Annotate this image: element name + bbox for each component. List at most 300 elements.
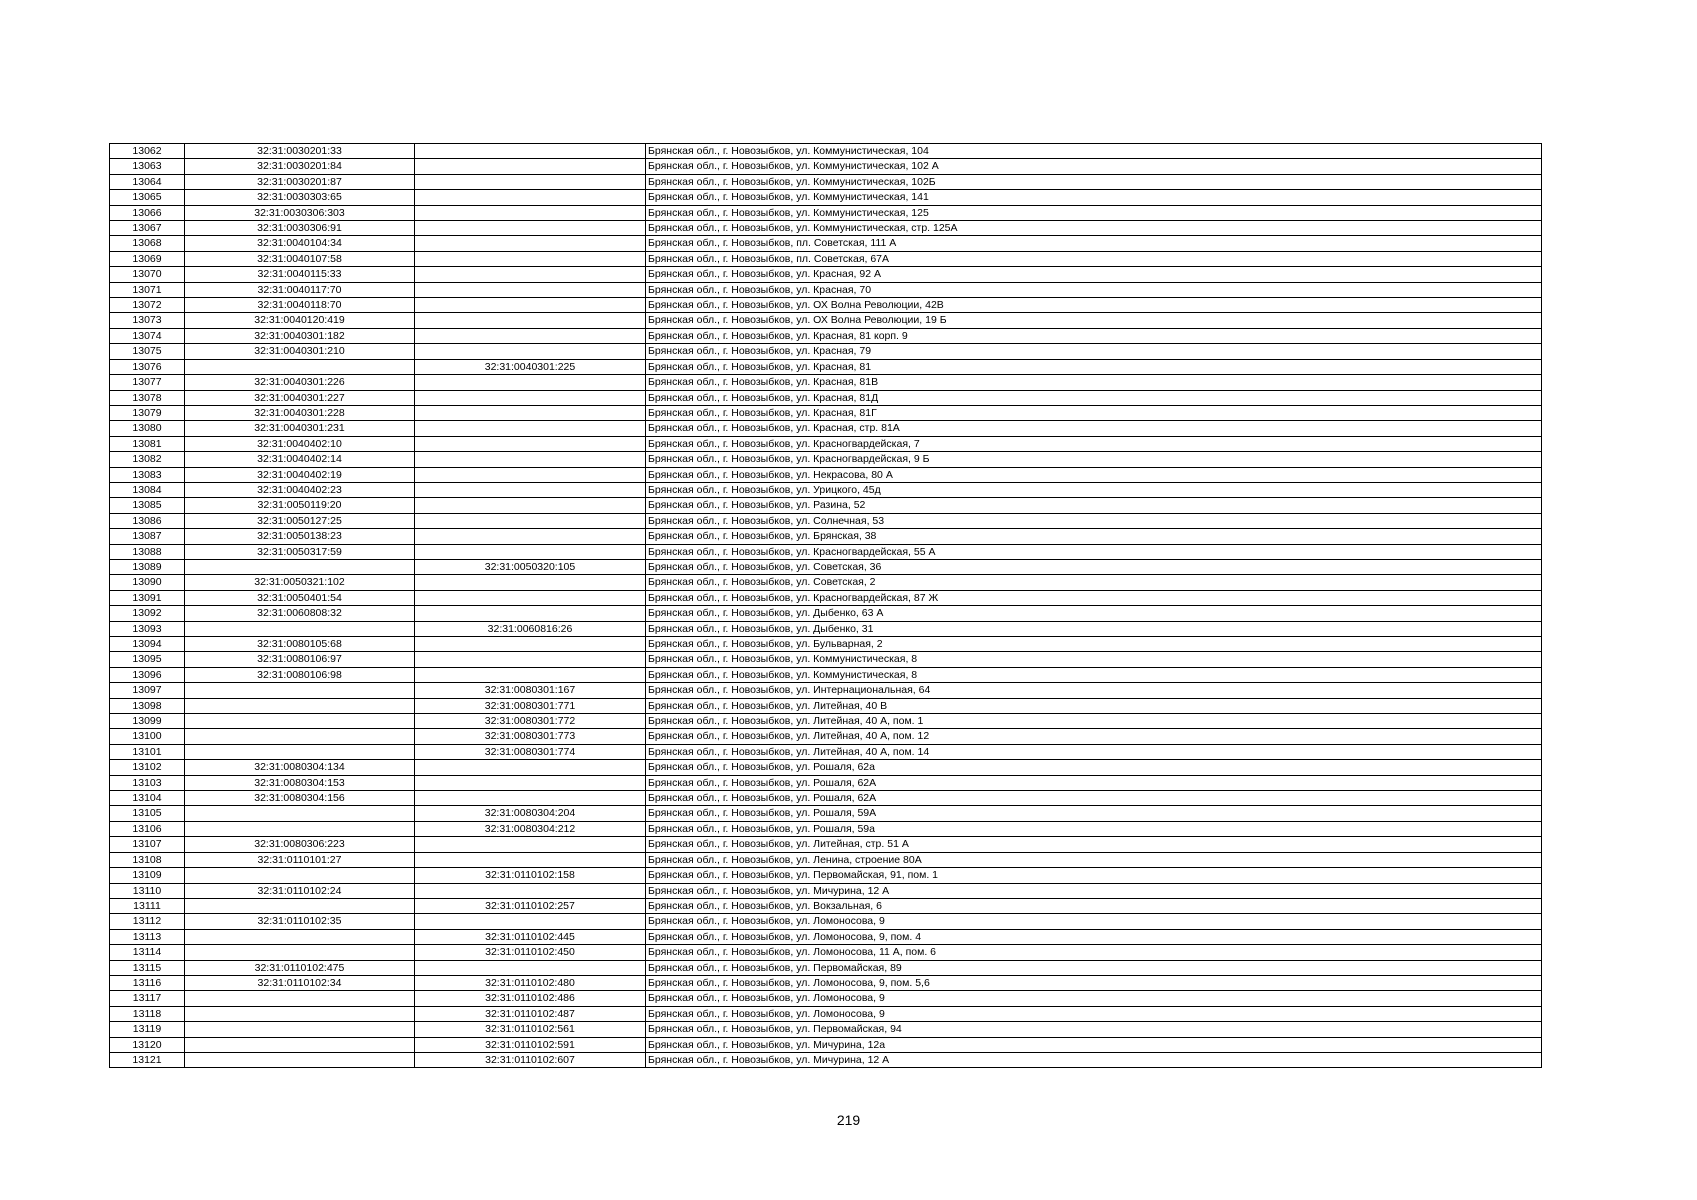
record-number-cell: 13089	[110, 559, 185, 574]
cadastral-number-alt-cell	[415, 159, 646, 174]
address-cell: Брянская обл., г. Новозыбков, ул. Мичурина, 12а	[646, 1037, 1542, 1052]
address-cell: Брянская обл., г. Новозыбков, ул. Мичурина, 12 А	[646, 883, 1542, 898]
record-number-cell: 13074	[110, 328, 185, 343]
cadastral-number-cell: 32:31:0040120:419	[185, 313, 415, 328]
address-cell: Брянская обл., г. Новозыбков, ул. Мичурина, 12 А	[646, 1052, 1542, 1067]
cadastral-number-alt-cell	[415, 960, 646, 975]
address-cell: Брянская обл., г. Новозыбков, ул. Ломоносова, 9	[646, 1006, 1542, 1021]
cadastral-number-cell: 32:31:0080306:223	[185, 837, 415, 852]
table-row	[110, 328, 1542, 343]
cadastral-number-alt-cell	[415, 144, 646, 159]
address-cell: Брянская обл., г. Новозыбков, ул. Ленина, строение 80А	[646, 852, 1542, 867]
address-cell: Брянская обл., г. Новозыбков, ул. Литейная, 40 А, пом. 14	[646, 744, 1542, 759]
cadastral-number-cell	[185, 683, 415, 698]
table-row	[110, 513, 1542, 528]
cadastral-number-alt-cell: 32:31:0110102:487	[415, 1006, 646, 1021]
cadastral-number-cell: 32:31:0040402:14	[185, 452, 415, 467]
cadastral-number-cell	[185, 821, 415, 836]
address-cell: Брянская обл., г. Новозыбков, ул. Ломоносова, 11 А, пом. 6	[646, 945, 1542, 960]
cadastral-number-alt-cell	[415, 282, 646, 297]
cadastral-number-alt-cell	[415, 837, 646, 852]
cadastral-number-alt-cell: 32:31:0110102:607	[415, 1052, 646, 1067]
cadastral-number-alt-cell	[415, 775, 646, 790]
address-cell: Брянская обл., г. Новозыбков, ул. Ломоносова, 9, пом. 5,6	[646, 975, 1542, 990]
address-cell: Брянская обл., г. Новозыбков, ул. Некрасова, 80 А	[646, 467, 1542, 482]
cadastral-number-cell: 32:31:0030306:91	[185, 221, 415, 236]
cadastral-number-alt-cell	[415, 421, 646, 436]
record-number-cell: 13110	[110, 883, 185, 898]
table-row	[110, 1022, 1542, 1037]
cadastral-number-cell: 32:31:0110102:475	[185, 960, 415, 975]
record-number-cell: 13112	[110, 914, 185, 929]
table-row	[110, 390, 1542, 405]
record-number-cell: 13121	[110, 1052, 185, 1067]
record-number-cell: 13097	[110, 683, 185, 698]
cadastral-number-alt-cell	[415, 267, 646, 282]
table-row	[110, 1052, 1542, 1067]
cadastral-number-cell: 32:31:0030201:87	[185, 174, 415, 189]
record-number-cell: 13077	[110, 375, 185, 390]
cadastral-number-alt-cell	[415, 482, 646, 497]
address-cell: Брянская обл., г. Новозыбков, ул. Красная, 81 корп. 9	[646, 328, 1542, 343]
table-row	[110, 467, 1542, 482]
cadastral-number-alt-cell	[415, 914, 646, 929]
address-cell: Брянская обл., г. Новозыбков, ул. Дыбенко, 31	[646, 621, 1542, 636]
table-row	[110, 775, 1542, 790]
table-row	[110, 298, 1542, 313]
record-number-cell: 13062	[110, 144, 185, 159]
cadastral-number-cell	[185, 714, 415, 729]
table-row	[110, 714, 1542, 729]
record-number-cell: 13084	[110, 482, 185, 497]
cadastral-number-alt-cell	[415, 344, 646, 359]
table-row	[110, 868, 1542, 883]
cadastral-number-alt-cell	[415, 760, 646, 775]
record-number-cell: 13065	[110, 190, 185, 205]
address-cell: Брянская обл., г. Новозыбков, ул. Интернациональная, 64	[646, 683, 1542, 698]
address-cell: Брянская обл., г. Новозыбков, ул. Коммунистическая, стр. 125А	[646, 221, 1542, 236]
cadastral-number-alt-cell: 32:31:0110102:257	[415, 898, 646, 913]
cadastral-number-alt-cell: 32:31:0080301:774	[415, 744, 646, 759]
record-number-cell: 13075	[110, 344, 185, 359]
table-row	[110, 744, 1542, 759]
cadastral-number-alt-cell: 32:31:0080301:771	[415, 698, 646, 713]
address-cell: Брянская обл., г. Новозыбков, ул. Вокзальная, 6	[646, 898, 1542, 913]
cadastral-number-cell	[185, 991, 415, 1006]
address-cell: Брянская обл., г. Новозыбков, ул. Красная, 81	[646, 359, 1542, 374]
cadastral-number-cell	[185, 806, 415, 821]
table-row	[110, 221, 1542, 236]
cadastral-number-alt-cell	[415, 205, 646, 220]
record-number-cell: 13063	[110, 159, 185, 174]
address-cell: Брянская обл., г. Новозыбков, ул. Рошаля, 59а	[646, 821, 1542, 836]
table-row	[110, 313, 1542, 328]
cadastral-number-cell: 32:31:0040301:231	[185, 421, 415, 436]
table-row	[110, 837, 1542, 852]
cadastral-number-cell: 32:31:0040118:70	[185, 298, 415, 313]
cadastral-number-cell: 32:31:0040107:58	[185, 251, 415, 266]
record-number-cell: 13087	[110, 529, 185, 544]
cadastral-number-cell: 32:31:0040301:210	[185, 344, 415, 359]
address-cell: Брянская обл., г. Новозыбков, пл. Советская, 67А	[646, 251, 1542, 266]
cadastral-number-cell: 32:31:0030303:65	[185, 190, 415, 205]
cadastral-number-cell	[185, 729, 415, 744]
address-cell: Брянская обл., г. Новозыбков, ул. Рошаля, 62а	[646, 760, 1542, 775]
record-number-cell: 13111	[110, 898, 185, 913]
table-row	[110, 559, 1542, 574]
record-number-cell: 13082	[110, 452, 185, 467]
address-cell: Брянская обл., г. Новозыбков, ул. Первомайская, 89	[646, 960, 1542, 975]
record-number-cell: 13073	[110, 313, 185, 328]
table-row	[110, 267, 1542, 282]
address-cell: Брянская обл., г. Новозыбков, ул. Красная, 79	[646, 344, 1542, 359]
cadastral-number-alt-cell	[415, 375, 646, 390]
address-cell: Брянская обл., г. Новозыбков, ул. Коммунистическая, 102 А	[646, 159, 1542, 174]
address-cell: Брянская обл., г. Новозыбков, ул. Красная, 92 А	[646, 267, 1542, 282]
cadastral-number-cell	[185, 898, 415, 913]
cadastral-number-alt-cell	[415, 298, 646, 313]
address-cell: Брянская обл., г. Новозыбков, ул. Красная, 81В	[646, 375, 1542, 390]
cadastral-number-cell: 32:31:0080105:68	[185, 637, 415, 652]
address-cell: Брянская обл., г. Новозыбков, ул. Коммунистическая, 8	[646, 652, 1542, 667]
address-cell: Брянская обл., г. Новозыбков, ул. Советская, 36	[646, 559, 1542, 574]
record-number-cell: 13108	[110, 852, 185, 867]
cadastral-number-cell: 32:31:0040301:228	[185, 405, 415, 420]
record-number-cell: 13088	[110, 544, 185, 559]
record-number-cell: 13113	[110, 929, 185, 944]
address-cell: Брянская обл., г. Новозыбков, ул. Красногвардейская, 87 Ж	[646, 590, 1542, 605]
record-number-cell: 13093	[110, 621, 185, 636]
cadastral-number-alt-cell	[415, 590, 646, 605]
record-number-cell: 13083	[110, 467, 185, 482]
address-cell: Брянская обл., г. Новозыбков, ул. Красная, стр. 81А	[646, 421, 1542, 436]
cadastral-number-alt-cell: 32:31:0080304:212	[415, 821, 646, 836]
cadastral-number-alt-cell: 32:31:0110102:450	[415, 945, 646, 960]
record-number-cell: 13076	[110, 359, 185, 374]
table-row	[110, 159, 1542, 174]
cadastral-number-cell: 32:31:0080304:156	[185, 791, 415, 806]
table-row	[110, 991, 1542, 1006]
cadastral-number-cell: 32:31:0050127:25	[185, 513, 415, 528]
cadastral-number-alt-cell	[415, 251, 646, 266]
table-row	[110, 205, 1542, 220]
address-cell: Брянская обл., г. Новозыбков, ул. Красная, 70	[646, 282, 1542, 297]
record-number-cell: 13085	[110, 498, 185, 513]
address-cell: Брянская обл., г. Новозыбков, ул. Красногвардейская, 9 Б	[646, 452, 1542, 467]
cadastral-number-alt-cell	[415, 328, 646, 343]
record-number-cell: 13098	[110, 698, 185, 713]
cadastral-number-cell	[185, 621, 415, 636]
cadastral-number-alt-cell	[415, 852, 646, 867]
table-row	[110, 359, 1542, 374]
cadastral-number-alt-cell	[415, 452, 646, 467]
cadastral-number-alt-cell	[415, 637, 646, 652]
cadastral-number-alt-cell	[415, 513, 646, 528]
cadastral-number-cell: 32:31:0050138:23	[185, 529, 415, 544]
table-row	[110, 621, 1542, 636]
address-cell: Брянская обл., г. Новозыбков, ул. Красная, 81Г	[646, 405, 1542, 420]
cadastral-number-alt-cell	[415, 652, 646, 667]
table-row	[110, 375, 1542, 390]
cadastral-number-cell	[185, 359, 415, 374]
table-row	[110, 498, 1542, 513]
record-number-cell: 13081	[110, 436, 185, 451]
cadastral-number-alt-cell: 32:31:0110102:158	[415, 868, 646, 883]
address-cell: Брянская обл., г. Новозыбков, ул. Брянская, 38	[646, 529, 1542, 544]
cadastral-number-alt-cell: 32:31:0110102:486	[415, 991, 646, 1006]
cadastral-number-cell: 32:31:0080304:153	[185, 775, 415, 790]
address-cell: Брянская обл., г. Новозыбков, ул. Разина, 52	[646, 498, 1542, 513]
table-row	[110, 637, 1542, 652]
record-number-cell: 13072	[110, 298, 185, 313]
cadastral-number-cell: 32:31:0050321:102	[185, 575, 415, 590]
table-row	[110, 1006, 1542, 1021]
record-number-cell: 13106	[110, 821, 185, 836]
table-row	[110, 929, 1542, 944]
cadastral-number-cell: 32:31:0040301:226	[185, 375, 415, 390]
cadastral-number-cell: 32:31:0040115:33	[185, 267, 415, 282]
address-cell: Брянская обл., г. Новозыбков, ул. Коммунистическая, 102Б	[646, 174, 1542, 189]
cadastral-number-cell: 32:31:0040402:19	[185, 467, 415, 482]
table-row	[110, 806, 1542, 821]
table-row	[110, 852, 1542, 867]
record-number-cell: 13114	[110, 945, 185, 960]
address-cell: Брянская обл., г. Новозыбков, ул. ОХ Волна Революции, 19 Б	[646, 313, 1542, 328]
cadastral-number-alt-cell	[415, 791, 646, 806]
address-cell: Брянская обл., г. Новозыбков, ул. Коммунистическая, 8	[646, 667, 1542, 682]
cadastral-number-cell: 32:31:0040301:182	[185, 328, 415, 343]
cadastral-number-alt-cell	[415, 667, 646, 682]
address-cell: Брянская обл., г. Новозыбков, пл. Советская, 111 А	[646, 236, 1542, 251]
record-number-cell: 13115	[110, 960, 185, 975]
table-row	[110, 144, 1542, 159]
record-number-cell: 13079	[110, 405, 185, 420]
table-row	[110, 683, 1542, 698]
cadastral-number-cell: 32:31:0030201:84	[185, 159, 415, 174]
cadastral-number-alt-cell: 32:31:0110102:480	[415, 975, 646, 990]
record-number-cell: 13118	[110, 1006, 185, 1021]
record-number-cell: 13105	[110, 806, 185, 821]
cadastral-number-alt-cell	[415, 313, 646, 328]
address-cell: Брянская обл., г. Новозыбков, ул. Бульварная, 2	[646, 637, 1542, 652]
table-row	[110, 914, 1542, 929]
table-row	[110, 575, 1542, 590]
cadastral-number-cell: 32:31:0030306:303	[185, 205, 415, 220]
address-cell: Брянская обл., г. Новозыбков, ул. Солнечная, 53	[646, 513, 1542, 528]
record-number-cell: 13078	[110, 390, 185, 405]
address-cell: Брянская обл., г. Новозыбков, ул. Литейная, 40 А, пом. 12	[646, 729, 1542, 744]
cadastral-number-alt-cell	[415, 174, 646, 189]
record-number-cell: 13119	[110, 1022, 185, 1037]
address-cell: Брянская обл., г. Новозыбков, ул. Ломоносова, 9	[646, 914, 1542, 929]
cadastral-number-cell: 32:31:0080106:98	[185, 667, 415, 682]
cadastral-number-alt-cell	[415, 405, 646, 420]
table-row	[110, 960, 1542, 975]
cadastral-number-cell: 32:31:0040402:10	[185, 436, 415, 451]
table-row	[110, 190, 1542, 205]
cadastral-number-alt-cell: 32:31:0040301:225	[415, 359, 646, 374]
cadastral-number-cell	[185, 744, 415, 759]
registry-table	[109, 143, 1542, 1068]
address-cell: Брянская обл., г. Новозыбков, ул. Красногвардейская, 55 А	[646, 544, 1542, 559]
cadastral-number-cell: 32:31:0110102:35	[185, 914, 415, 929]
cadastral-number-alt-cell	[415, 883, 646, 898]
cadastral-number-cell: 32:31:0030201:33	[185, 144, 415, 159]
cadastral-number-cell	[185, 1022, 415, 1037]
cadastral-number-cell: 32:31:0050317:59	[185, 544, 415, 559]
cadastral-number-cell: 32:31:0080304:134	[185, 760, 415, 775]
address-cell: Брянская обл., г. Новозыбков, ул. Первомайская, 91, пом. 1	[646, 868, 1542, 883]
record-number-cell: 13086	[110, 513, 185, 528]
address-cell: Брянская обл., г. Новозыбков, ул. Первомайская, 94	[646, 1022, 1542, 1037]
record-number-cell: 13109	[110, 868, 185, 883]
table-row	[110, 544, 1542, 559]
record-number-cell: 13069	[110, 251, 185, 266]
address-cell: Брянская обл., г. Новозыбков, ул. Рошаля, 62А	[646, 775, 1542, 790]
record-number-cell: 13092	[110, 606, 185, 621]
address-cell: Брянская обл., г. Новозыбков, ул. ОХ Волна Революции, 42В	[646, 298, 1542, 313]
address-cell: Брянская обл., г. Новозыбков, ул. Коммунистическая, 104	[646, 144, 1542, 159]
table-row	[110, 344, 1542, 359]
address-cell: Брянская обл., г. Новозыбков, ул. Литейная, 40 А, пом. 1	[646, 714, 1542, 729]
record-number-cell: 13066	[110, 205, 185, 220]
address-cell: Брянская обл., г. Новозыбков, ул. Литейная, 40 В	[646, 698, 1542, 713]
record-number-cell: 13071	[110, 282, 185, 297]
record-number-cell: 13116	[110, 975, 185, 990]
cadastral-number-alt-cell	[415, 221, 646, 236]
record-number-cell: 13101	[110, 744, 185, 759]
table-row	[110, 436, 1542, 451]
address-cell: Брянская обл., г. Новозыбков, ул. Красногвардейская, 7	[646, 436, 1542, 451]
address-cell: Брянская обл., г. Новозыбков, ул. Коммунистическая, 125	[646, 205, 1542, 220]
cadastral-number-alt-cell	[415, 606, 646, 621]
cadastral-number-alt-cell	[415, 390, 646, 405]
cadastral-number-alt-cell: 32:31:0060816:26	[415, 621, 646, 636]
record-number-cell: 13107	[110, 837, 185, 852]
cadastral-number-cell	[185, 1006, 415, 1021]
table-row	[110, 975, 1542, 990]
table-row	[110, 236, 1542, 251]
cadastral-number-alt-cell	[415, 544, 646, 559]
record-number-cell: 13120	[110, 1037, 185, 1052]
cadastral-number-alt-cell: 32:31:0110102:561	[415, 1022, 646, 1037]
table-row	[110, 174, 1542, 189]
record-number-cell: 13117	[110, 991, 185, 1006]
address-cell: Брянская обл., г. Новозыбков, ул. Ломоносова, 9, пом. 4	[646, 929, 1542, 944]
record-number-cell: 13064	[110, 174, 185, 189]
cadastral-number-alt-cell: 32:31:0080301:773	[415, 729, 646, 744]
table-row	[110, 282, 1542, 297]
address-cell: Брянская обл., г. Новозыбков, ул. Литейная, стр. 51 А	[646, 837, 1542, 852]
record-number-cell: 13095	[110, 652, 185, 667]
cadastral-number-cell	[185, 1037, 415, 1052]
table-row	[110, 760, 1542, 775]
record-number-cell: 13102	[110, 760, 185, 775]
cadastral-number-alt-cell: 32:31:0080304:204	[415, 806, 646, 821]
table-row	[110, 482, 1542, 497]
cadastral-number-cell	[185, 929, 415, 944]
cadastral-number-alt-cell	[415, 436, 646, 451]
record-number-cell: 13068	[110, 236, 185, 251]
record-number-cell: 13104	[110, 791, 185, 806]
table-row	[110, 821, 1542, 836]
address-cell: Брянская обл., г. Новозыбков, ул. Урицкого, 45д	[646, 482, 1542, 497]
record-number-cell: 13091	[110, 590, 185, 605]
cadastral-number-cell: 32:31:0110102:24	[185, 883, 415, 898]
cadastral-number-alt-cell: 32:31:0050320:105	[415, 559, 646, 574]
cadastral-number-cell	[185, 559, 415, 574]
table-row	[110, 529, 1542, 544]
address-cell: Брянская обл., г. Новозыбков, ул. Красная, 81Д	[646, 390, 1542, 405]
cadastral-number-cell	[185, 1052, 415, 1067]
table-row	[110, 251, 1542, 266]
registry-table-body	[110, 144, 1542, 1068]
cadastral-number-alt-cell	[415, 529, 646, 544]
table-row	[110, 452, 1542, 467]
cadastral-number-cell: 32:31:0080106:97	[185, 652, 415, 667]
cadastral-number-cell	[185, 698, 415, 713]
record-number-cell: 13096	[110, 667, 185, 682]
cadastral-number-cell: 32:31:0040301:227	[185, 390, 415, 405]
address-cell: Брянская обл., г. Новозыбков, ул. Ломоносова, 9	[646, 991, 1542, 1006]
record-number-cell: 13080	[110, 421, 185, 436]
table-row	[110, 791, 1542, 806]
record-number-cell: 13103	[110, 775, 185, 790]
record-number-cell: 13094	[110, 637, 185, 652]
cadastral-number-cell: 32:31:0110102:34	[185, 975, 415, 990]
cadastral-number-alt-cell: 32:31:0110102:591	[415, 1037, 646, 1052]
table-row	[110, 405, 1542, 420]
cadastral-number-cell: 32:31:0040402:23	[185, 482, 415, 497]
address-cell: Брянская обл., г. Новозыбков, ул. Советская, 2	[646, 575, 1542, 590]
table-row	[110, 1037, 1542, 1052]
table-row	[110, 698, 1542, 713]
table-row	[110, 590, 1542, 605]
cadastral-number-cell: 32:31:0050119:20	[185, 498, 415, 513]
table-row	[110, 945, 1542, 960]
table-row	[110, 667, 1542, 682]
address-cell: Брянская обл., г. Новозыбков, ул. Дыбенко, 63 А	[646, 606, 1542, 621]
table-row	[110, 421, 1542, 436]
address-cell: Брянская обл., г. Новозыбков, ул. Рошаля, 59А	[646, 806, 1542, 821]
cadastral-number-alt-cell: 32:31:0110102:445	[415, 929, 646, 944]
cadastral-number-alt-cell	[415, 498, 646, 513]
cadastral-number-cell: 32:31:0060808:32	[185, 606, 415, 621]
cadastral-number-alt-cell: 32:31:0080301:167	[415, 683, 646, 698]
record-number-cell: 13090	[110, 575, 185, 590]
cadastral-number-alt-cell	[415, 575, 646, 590]
table-row	[110, 652, 1542, 667]
cadastral-number-alt-cell	[415, 467, 646, 482]
table-row	[110, 606, 1542, 621]
record-number-cell: 13070	[110, 267, 185, 282]
cadastral-number-cell	[185, 945, 415, 960]
cadastral-number-cell: 32:31:0040117:70	[185, 282, 415, 297]
address-cell: Брянская обл., г. Новозыбков, ул. Рошаля, 62А	[646, 791, 1542, 806]
cadastral-number-alt-cell	[415, 236, 646, 251]
cadastral-number-cell: 32:31:0110101:27	[185, 852, 415, 867]
table-row	[110, 898, 1542, 913]
table-row	[110, 729, 1542, 744]
table-row	[110, 883, 1542, 898]
address-cell: Брянская обл., г. Новозыбков, ул. Коммунистическая, 141	[646, 190, 1542, 205]
cadastral-number-cell	[185, 868, 415, 883]
cadastral-number-alt-cell: 32:31:0080301:772	[415, 714, 646, 729]
record-number-cell: 13100	[110, 729, 185, 744]
cadastral-number-alt-cell	[415, 190, 646, 205]
cadastral-number-cell: 32:31:0050401:54	[185, 590, 415, 605]
record-number-cell: 13067	[110, 221, 185, 236]
